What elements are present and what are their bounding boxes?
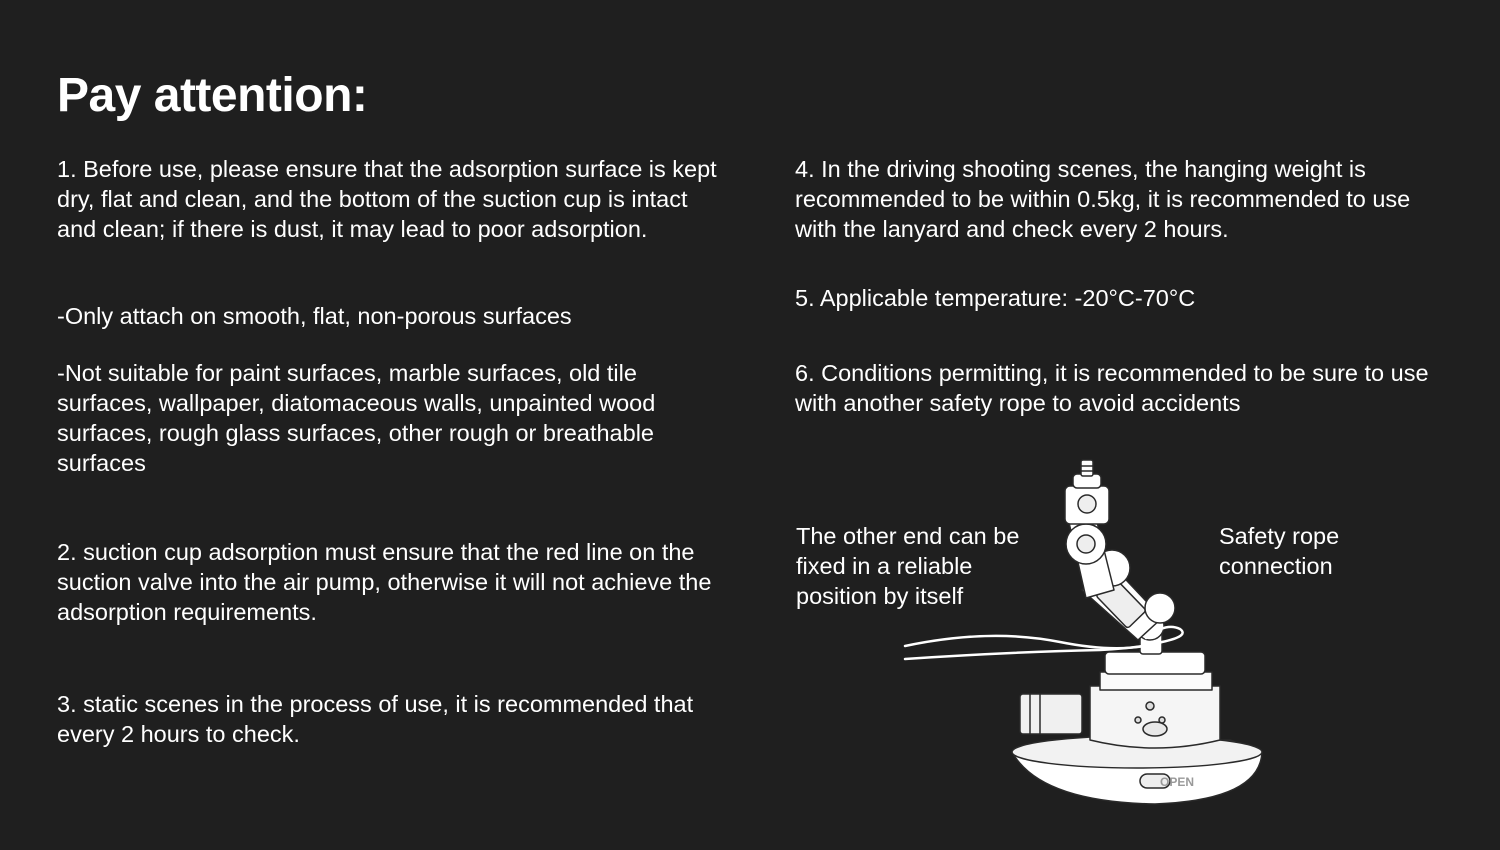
instruction-6: 6. Conditions permitting, it is recommended to be sure to use with another safety rope to avoid accidents <box>795 360 1429 416</box>
safety-rope-upper <box>905 636 1145 648</box>
instruction-3: 3. static scenes in the process of use, it is recommended that every 2 hours to check. <box>57 691 694 747</box>
instruction-4: 4. In the driving shooting scenes, the hanging weight is recommended to be within 0.5kg, it is recommended to use with the lanyard and check every 2 hours. <box>795 156 1411 242</box>
instruction-1: 1. Before use, please ensure that the adsorption surface is kept dry, flat and clean, and the bottom of the suction cup is intact and clean; if there is dust, it may lead to poor adsorption. <box>57 156 717 242</box>
mounting-screw <box>1081 460 1093 476</box>
callout-safety-rope: Safety rope connection <box>1219 523 1340 579</box>
mount-body <box>1090 686 1220 748</box>
instruction-2: 2. suction cup adsorption must ensure that the red line on the suction valve into the air pump, otherwise it will not achieve the adsorption requirements. <box>57 539 712 625</box>
instruction-1-note-unsuitable-surfaces: -Not suitable for paint surfaces, marble surfaces, old tile surfaces, wallpaper, diatomaceous walls, unpainted wood surfaces, rough glass surfaces, other rough or breathable surfaces <box>57 360 656 476</box>
base-open-label: OPEN <box>1160 775 1195 789</box>
mount-top-plate <box>1105 652 1205 674</box>
callout-fixed-end: The other end can be fixed in a reliable position by itself <box>796 523 1020 609</box>
instruction-1-note-smooth-surfaces: -Only attach on smooth, flat, non-porous surfaces <box>57 303 572 329</box>
page-title: Pay attention: <box>57 69 368 122</box>
suction-cup-mount-illustration <box>900 440 1280 815</box>
instruction-5: 5. Applicable temperature: -20°C-70°C <box>795 285 1196 311</box>
